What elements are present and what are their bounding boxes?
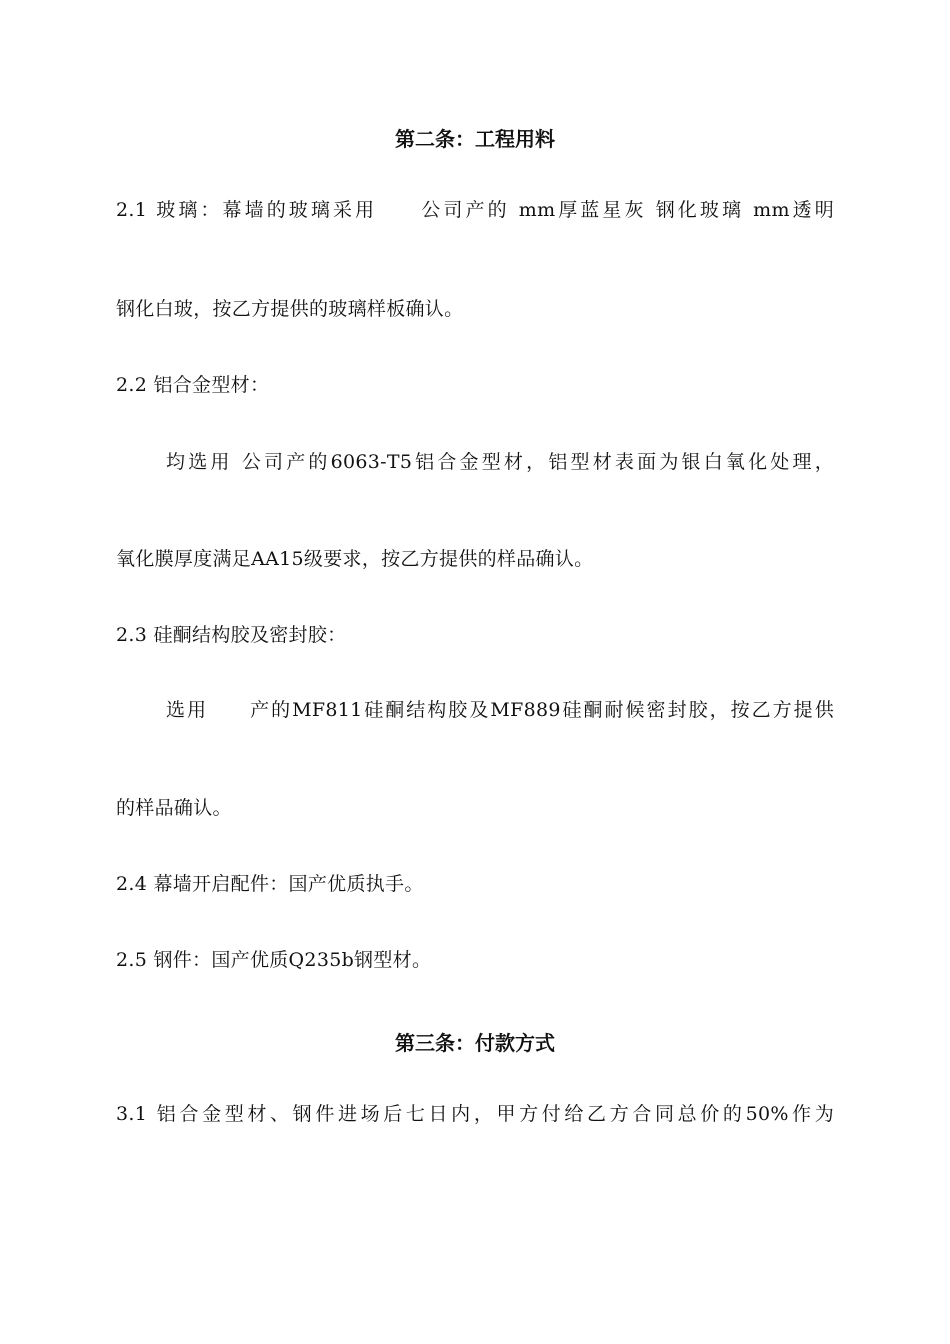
clause-2-1-line-2: 钢化白玻，按乙方提供的玻璃样板确认。	[116, 298, 464, 320]
section-2-heading: 第二条：工程用料	[395, 127, 555, 151]
clause-2-5: 2.5 钢件：国产优质Q235b钢型材。	[116, 949, 432, 971]
section-3-heading: 第三条：付款方式	[395, 1031, 555, 1055]
clause-2-2-title: 2.2 铝合金型材：	[116, 374, 270, 396]
clause-2-2-line-1: 均选用 公司产的6063-T5铝合金型材，铝型材表面为银白氧化处理，	[166, 451, 834, 473]
clause-2-1-line-1: 2.1 玻璃：幕墙的玻璃采用 公司产的 mm厚蓝星灰 钢化玻璃 mm透明	[116, 199, 834, 221]
clause-2-2-line-2: 氧化膜厚度满足AA15级要求，按乙方提供的样品确认。	[116, 548, 594, 570]
clause-2-3-line-1: 选用 产的MF811硅酮结构胶及MF889硅酮耐候密封胶，按乙方提供	[166, 699, 834, 721]
clause-3-1-line-1: 3.1 铝合金型材、钢件进场后七日内，甲方付给乙方合同总价的50%作为	[116, 1103, 834, 1125]
clause-2-4: 2.4 幕墙开启配件：国产优质执手。	[116, 873, 424, 895]
clause-2-3-line-2: 的样品确认。	[116, 797, 232, 819]
clause-2-3-title: 2.3 硅酮结构胶及密封胶：	[116, 624, 347, 646]
